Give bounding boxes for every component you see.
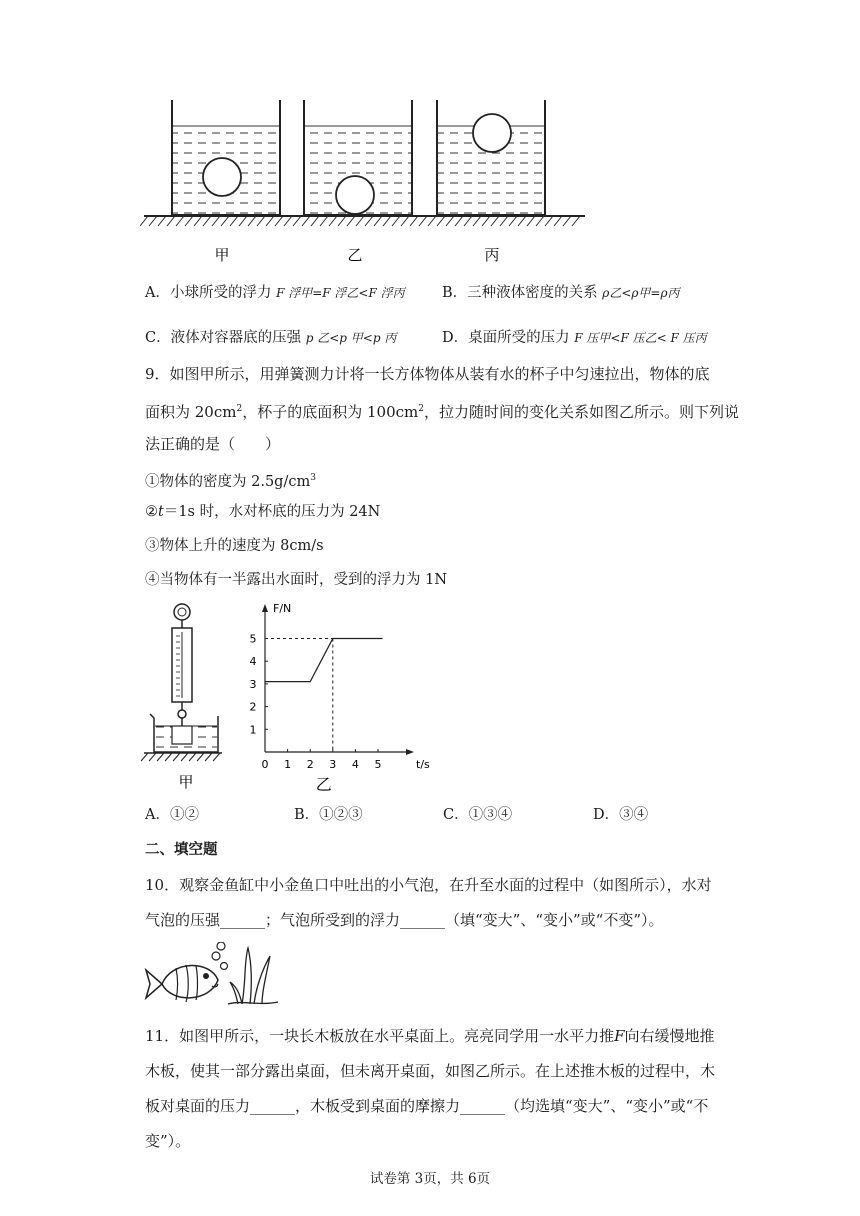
q11-line4: 变”）。 [145, 1132, 191, 1150]
section-title: 二、填空题 [145, 842, 218, 858]
ball-bing [473, 114, 511, 152]
container-jia [172, 100, 280, 215]
x-tick-label: 0 [261, 758, 269, 771]
chart-caption: 乙 [315, 775, 332, 794]
force-series-line [265, 639, 383, 682]
q9-statement-2: ②t＝1s 时，水对杯底的压力为 24N [145, 504, 381, 520]
q9-line3: 法正确的是（ ） [145, 435, 281, 453]
container-bing [437, 100, 545, 215]
q8-option-b: B．三种液体密度的关系 ρ乙<ρ甲=ρ丙 [442, 285, 680, 301]
bubble-large [217, 942, 225, 950]
label-jia: 甲 [214, 246, 230, 264]
q10-line1: 10．观察金鱼缸中小金鱼口中吐出的小气泡，在升至水面的过程中（如图所示），水对 [145, 876, 712, 894]
x-tick-label: 5 [374, 758, 382, 771]
x-tick-label: 3 [329, 758, 337, 771]
q9-statement-1: ①物体的密度为 $2.5g/cm^3$ [145, 473, 316, 490]
y-tick-label: 3 [249, 677, 257, 691]
q9-statement-3: ③物体上升的速度为 8cm/s [145, 538, 324, 554]
q8-option-d: D．桌面所受的压力 F 压甲<F 压乙< F 压丙 [442, 330, 707, 346]
x-axis-arrow [406, 749, 414, 755]
q9-line1: 9．如图甲所示，用弹簧测力计将一长方体物体从装有水的杯子中匀速拉出，物体的底 [145, 365, 710, 383]
y-tick-label: 1 [249, 723, 257, 737]
seaweed [242, 948, 251, 1004]
q11-line2: 木板，使其一部分露出桌面，但未离开桌面，如图乙所示。在上述推木板的过程中，木 [145, 1062, 716, 1080]
q9-statement-4: ④当物体有一半露出水面时，受到的浮力为 1N [145, 572, 448, 588]
ball-jia [203, 158, 241, 196]
q9-option-b: B．①②③ [294, 807, 363, 823]
x-axis-label: t/s [416, 758, 430, 771]
q8-option-a: A．小球所受的浮力 F 浮甲=F 浮乙<F 浮丙 [145, 285, 405, 301]
container-yi [304, 100, 412, 215]
y-tick-label: 5 [249, 632, 257, 646]
fish-bubbles-figure [142, 942, 292, 1012]
label-jia-q9: 甲 [178, 773, 194, 791]
x-tick-label: 2 [306, 758, 314, 771]
q11-line1: 11．如图甲所示，一块长木板放在水平桌面上。亮亮同学用一水平力推F向右缓慢地推 [145, 1027, 715, 1045]
x-tick-label: 1 [284, 758, 292, 771]
label-yi: 乙 [347, 246, 363, 264]
force-time-chart [240, 598, 440, 798]
y-axis-label: F/N [273, 602, 292, 615]
bubble-medium [212, 952, 220, 960]
x-tick-label: 4 [351, 758, 359, 771]
q11-line3: 板对桌面的压力______，木板受到桌面的摩擦力______（均选填“变大”、“变小”或“不 [145, 1097, 709, 1115]
y-tick-label: 2 [249, 700, 257, 714]
page-footer: 试卷第 3页，共 6页 [369, 1171, 491, 1187]
q8-option-c: C．液体对容器底的压强 p 乙<p 甲<p 丙 [145, 330, 397, 346]
q10-line2: 气泡的压强______；气泡所受到的浮力______（填“变大”、“变小”或“不变”）。 [145, 911, 664, 929]
block-object [172, 726, 192, 744]
y-axis-arrow [262, 604, 268, 612]
q9-option-a: A．①② [145, 807, 199, 823]
fish-icon [162, 965, 218, 997]
label-bing: 丙 [484, 246, 500, 264]
ball-yi [336, 176, 374, 214]
q9-line2: 面积为 $20cm^2$，杯子的底面积为 $100cm^2$，拉力随时间的变化关系如图乙所示。则下列说 [145, 403, 739, 421]
bubble-small [221, 963, 228, 970]
y-tick-label: 4 [249, 655, 257, 669]
q9-option-d: D．③④ [593, 807, 649, 823]
spring-scale-figure [140, 602, 240, 792]
q9-option-c: C．①③④ [443, 807, 513, 823]
three-containers-figure [140, 98, 590, 270]
